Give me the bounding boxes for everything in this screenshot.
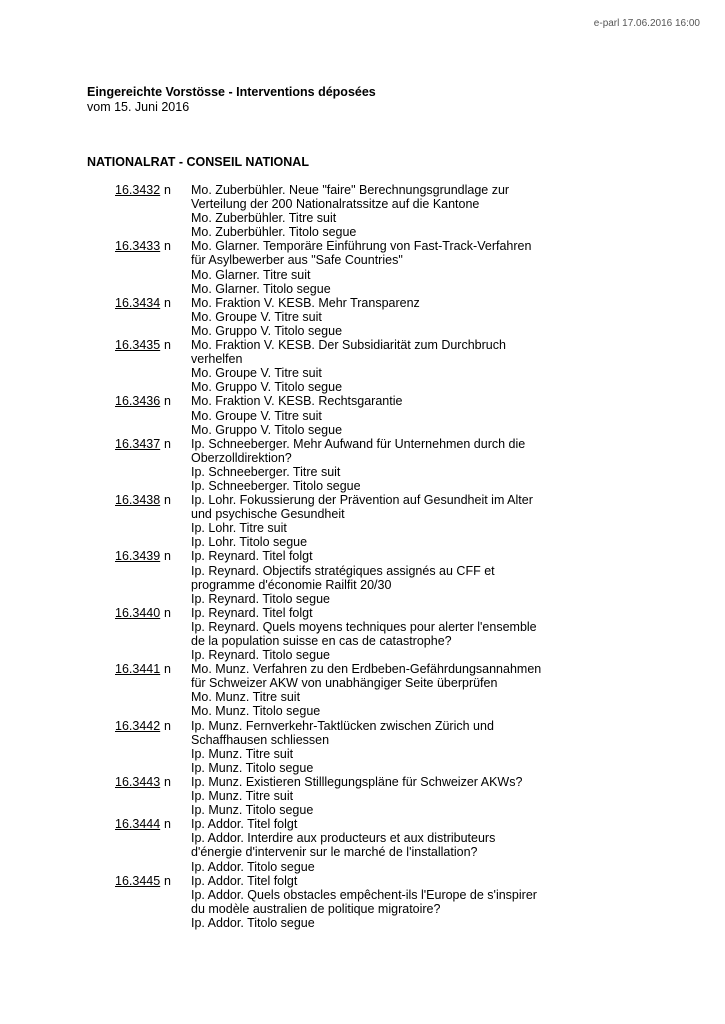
entry-number-link[interactable]: 16.3444	[115, 817, 161, 832]
list-item	[115, 183, 675, 239]
entry-title-line: Mo. Glarner. Titolo segue	[191, 281, 331, 296]
entry-council-code: n	[164, 662, 171, 677]
entry-title-line: Ip. Munz. Titre suit	[191, 746, 294, 761]
entry-title-block	[191, 549, 675, 605]
list-item	[115, 493, 675, 549]
entry-title-line: Mo. Munz. Titolo segue	[191, 704, 321, 719]
entry-number-link[interactable]: 16.3442	[115, 718, 161, 733]
entry-title-line: Mo. Munz. Verfahren zu den Erdbeben-Gefährdungsannahmen	[191, 662, 542, 677]
entry-title-line: Verteilung der 200 Nationalratssitze auf die Kantone	[191, 197, 480, 212]
entry-title-line: Ip. Schneeberger. Titolo segue	[191, 478, 361, 493]
entry-title-block	[191, 239, 675, 295]
entry-title-line: Ip. Addor. Quels obstacles empêchent-ils l'Europe de s'inspirer	[191, 887, 537, 902]
entry-number-link[interactable]: 16.3441	[115, 662, 161, 677]
entry-council-code: n	[164, 493, 171, 508]
entry-number-link[interactable]: 16.3437	[115, 436, 161, 451]
entry-number-link[interactable]: 16.3436	[115, 394, 161, 409]
list-item	[115, 775, 675, 817]
entry-number-link[interactable]: 16.3432	[115, 183, 161, 197]
entry-title-line: d'énergie d'intervenir sur le marché de l'installation?	[191, 845, 478, 860]
entry-title-line: Ip. Addor. Interdire aux producteurs et aux distributeurs	[191, 831, 496, 846]
entry-council-code: n	[164, 605, 171, 620]
entry-title-line: Mo. Fraktion V. KESB. Der Subsidiarität zum Durchbruch	[191, 338, 506, 353]
entry-title-block	[191, 662, 675, 718]
entry-title-line: für Asylbewerber aus "Safe Countries"	[191, 253, 403, 268]
entry-council-code: n	[164, 873, 171, 888]
entry-title-line: Ip. Reynard. Quels moyens techniques pour alerter l'ensemble	[191, 619, 537, 634]
list-item	[115, 394, 675, 436]
list-item	[115, 817, 675, 873]
entry-title-line: de la population suisse en cas de catastrophe?	[191, 634, 452, 648]
entry-title-line: Ip. Schneeberger. Titre suit	[191, 464, 341, 479]
entry-title-line: Ip. Munz. Titolo segue	[191, 803, 314, 818]
entry-title-block	[191, 296, 675, 338]
entry-title-block	[191, 874, 675, 930]
entry-title-block	[191, 719, 675, 775]
entry-title-line: Mo. Fraktion V. KESB. Rechtsgarantie	[191, 394, 403, 409]
entry-title-line: Mo. Groupe V. Titre suit	[191, 408, 322, 423]
entry-title-line: Mo. Groupe V. Titre suit	[191, 366, 322, 381]
entry-title-line: Ip. Munz. Titolo segue	[191, 760, 314, 775]
entry-title-block	[191, 493, 675, 549]
entry-title-line: programme d'économie Railfit 20/30	[191, 577, 392, 592]
entry-title-line: Mo. Zuberbühler. Neue "faire" Berechnungsgrundlage zur	[191, 183, 510, 197]
entry-title-line: Ip. Munz. Fernverkehr-Taktlücken zwischen Zürich und	[191, 718, 494, 733]
entry-title-block	[191, 338, 675, 394]
entry-title-line: Ip. Lohr. Titolo segue	[191, 535, 308, 550]
document-title: Eingereichte Vorstösse - Interventions déposées	[87, 85, 376, 99]
entry-title-line: Schaffhausen schliessen	[191, 732, 330, 747]
list-item	[115, 662, 675, 718]
entry-number-link[interactable]: 16.3445	[115, 873, 161, 888]
entry-council-code: n	[164, 295, 171, 310]
entry-title-line: Ip. Addor. Titel folgt	[191, 873, 298, 888]
list-item	[115, 719, 675, 775]
print-timestamp: e-parl 17.06.2016 16:00	[593, 18, 700, 29]
entry-title-block	[191, 394, 675, 436]
entry-number-link[interactable]: 16.3434	[115, 295, 161, 310]
entry-number-link[interactable]: 16.3439	[115, 549, 161, 564]
entry-council-code: n	[164, 817, 171, 832]
entry-title-line: Ip. Lohr. Fokussierung der Prävention auf Gesundheit im Alter	[191, 493, 533, 508]
entry-council-code: n	[164, 718, 171, 733]
entry-title-line: für Schweizer AKW von unabhängiger Seite überprüfen	[191, 676, 498, 691]
entry-title-line: Ip. Reynard. Titolo segue	[191, 648, 330, 663]
entry-title-line: Mo. Gruppo V. Titolo segue	[191, 323, 343, 338]
entry-title-line: und psychische Gesundheit	[191, 507, 345, 522]
entry-title-line: Ip. Reynard. Objectifs stratégiques assignés au CFF et	[191, 563, 495, 578]
entry-council-code: n	[164, 549, 171, 564]
interventions-list	[115, 183, 675, 930]
entry-title-line: Ip. Reynard. Titel folgt	[191, 605, 313, 620]
entry-council-code: n	[164, 239, 171, 254]
section-heading: NATIONALRAT - CONSEIL NATIONAL	[87, 155, 309, 169]
entry-title-line: Mo. Gruppo V. Titolo segue	[191, 380, 343, 395]
entry-title-line: Mo. Groupe V. Titre suit	[191, 309, 322, 324]
entry-title-line: Oberzolldirektion?	[191, 450, 292, 465]
entry-title-line: Ip. Reynard. Titolo segue	[191, 591, 330, 606]
entry-title-line: Mo. Glarner. Temporäre Einführung von Fast-Track-Verfahren	[191, 239, 532, 254]
entry-title-line: Mo. Zuberbühler. Titre suit	[191, 211, 337, 226]
entry-title-line: verhelfen	[191, 352, 243, 367]
entry-title-line: Mo. Munz. Titre suit	[191, 690, 301, 705]
entry-council-code: n	[164, 436, 171, 451]
entry-title-line: Ip. Munz. Titre suit	[191, 789, 294, 804]
entry-council-code: n	[164, 338, 171, 353]
entry-title-block	[191, 775, 675, 817]
entry-title-line: Mo. Glarner. Titre suit	[191, 267, 311, 282]
entry-title-line: Ip. Addor. Titel folgt	[191, 817, 298, 832]
list-item	[115, 874, 675, 930]
entry-council-code: n	[164, 183, 171, 197]
entry-number-link[interactable]: 16.3443	[115, 774, 161, 789]
entry-title-line: Ip. Schneeberger. Mehr Aufwand für Unternehmen durch die	[191, 436, 526, 451]
entry-title-line: Ip. Lohr. Titre suit	[191, 521, 287, 536]
list-item	[115, 549, 675, 605]
entry-title-block	[191, 817, 675, 873]
entry-title-line: Mo. Fraktion V. KESB. Mehr Transparenz	[191, 295, 420, 310]
entry-title-line: Ip. Addor. Titolo segue	[191, 915, 315, 930]
entry-number-link[interactable]: 16.3433	[115, 239, 161, 254]
document-date: vom 15. Juni 2016	[87, 100, 190, 114]
list-item	[115, 239, 675, 295]
entry-number-link[interactable]: 16.3440	[115, 605, 161, 620]
entry-title-line: Ip. Reynard. Titel folgt	[191, 549, 313, 564]
entry-title-line: Mo. Zuberbühler. Titolo segue	[191, 225, 357, 240]
entry-title-block	[191, 606, 675, 662]
entry-title-line: Mo. Gruppo V. Titolo segue	[191, 422, 343, 437]
entry-title-line: Ip. Addor. Titolo segue	[191, 859, 315, 874]
entry-title-block	[191, 437, 675, 493]
list-item	[115, 338, 675, 394]
entry-title-line: Ip. Munz. Existieren Stilllegungspläne für Schweizer AKWs?	[191, 774, 523, 789]
entry-title-block	[191, 183, 675, 239]
entry-council-code: n	[164, 774, 171, 789]
entry-title-line: du modèle australien de politique migratoire?	[191, 901, 441, 916]
entry-council-code: n	[164, 394, 171, 409]
list-item	[115, 437, 675, 493]
entry-number-link[interactable]: 16.3435	[115, 338, 161, 353]
list-item	[115, 296, 675, 338]
entry-number-link[interactable]: 16.3438	[115, 493, 161, 508]
list-item	[115, 606, 675, 662]
